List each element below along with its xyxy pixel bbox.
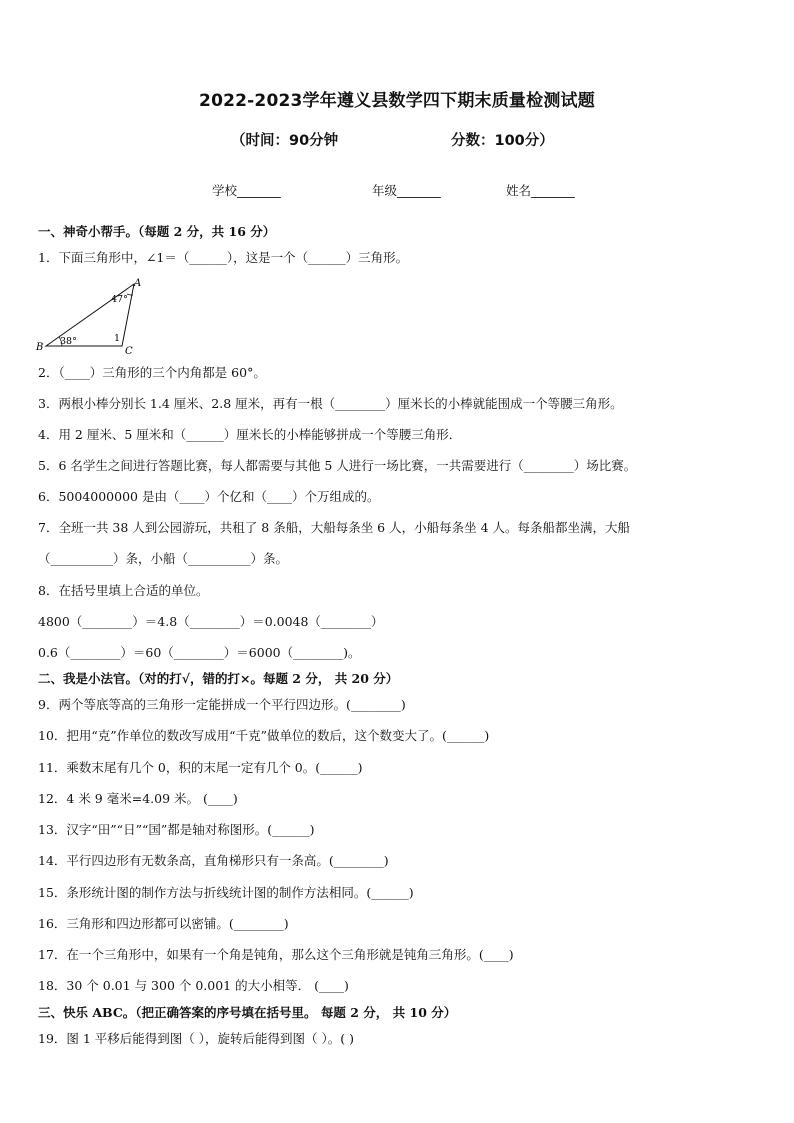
question-8-row-1: 4800（________）＝4.8（________）＝0.0048（________）: [38, 614, 384, 629]
section-1-heading: 一、神奇小帮手。（每题 2 分，共 16 分）: [38, 224, 276, 239]
question-19: 19．图 1 平移后能得到图（ ），旋转后能得到图（ ）。( ): [38, 1031, 354, 1046]
question-12: 12．4 米 9 毫米=4.09 米。 (____): [38, 791, 238, 806]
question-2: 2．（____）三角形的三个内角都是 60°。: [38, 365, 266, 380]
section-2-heading: 二、我是小法官。（对的打√，错的打×。每题 2 分， 共 20 分）: [38, 671, 399, 686]
question-3: 3．两根小棒分别长 1.4 厘米、2.8 厘米，再有一根（________）厘米长的小棒就能围成一个等腰三角形。: [38, 396, 623, 411]
question-8-row-2: 0.6（________）＝60（________）＝6000（________)。: [38, 645, 361, 660]
question-5: 5．6 名学生之间进行答题比赛，每人都需要与其他 5 人进行一场比赛，一共需要进行（________）场比赛。: [38, 458, 637, 473]
question-7-line-2: （__________）条，小船（__________）条。: [38, 551, 289, 566]
question-14: 14．平行四边形有无数条高，直角梯形只有一条高。(________): [38, 853, 389, 868]
question-16: 16．三角形和四边形都可以密铺。(________): [38, 916, 289, 931]
name-field: 姓名_______: [506, 183, 575, 198]
page-title: 2022-2023学年遵义县数学四下期末质量检测试题: [199, 91, 595, 111]
question-4: 4．用 2 厘米、5 厘米和（______）厘米长的小棒能够拼成一个等腰三角形．: [38, 427, 462, 442]
vertex-b-label: B: [36, 342, 44, 353]
question-11: 11．乘数末尾有几个 0，积的末尾一定有几个 0。(______): [38, 760, 363, 775]
question-1: 1．下面三角形中，∠1＝（______），这是一个（______）三角形。: [38, 250, 409, 265]
time-label: （时间：90分钟: [231, 133, 339, 149]
angle-a-label: 47°: [111, 294, 128, 305]
question-7-line-1: 7．全班一共 38 人到公园游玩，共租了 8 条船，大船每条坐 6 人，小船每条坐 4 人。每条船都坐满，大船: [38, 520, 631, 535]
angle-1-label: 1: [114, 333, 121, 344]
question-6: 6．5004000000 是由（____）个亿和（____）个万组成的。: [38, 489, 380, 504]
angle-b-label: 38°: [60, 336, 77, 347]
question-8: 8．在括号里填上合适的单位。: [38, 583, 209, 598]
grade-field: 年级_______: [372, 183, 441, 198]
question-18: 18．30 个 0.01 与 300 个 0.001 的大小相等． (____): [38, 978, 349, 993]
school-field: 学校_______: [212, 183, 281, 198]
question-10: 10．把用“克”作单位的数改写成用“千克”做单位的数后，这个数变大了。(______): [38, 728, 490, 743]
question-9: 9．两个等底等高的三角形一定能拼成一个平行四边形。(________): [38, 697, 406, 712]
question-15: 15．条形统计图的制作方法与折线统计图的制作方法相同。(______): [38, 885, 414, 900]
question-13: 13．汉字“田”“日”“国”都是轴对称图形。(______): [38, 822, 315, 837]
vertex-a-label: A: [134, 278, 142, 289]
vertex-c-label: C: [125, 346, 133, 356]
question-17: 17．在一个三角形中，如果有一个角是钝角，那么这个三角形就是钝角三角形。(____): [38, 947, 514, 962]
section-3-heading: 三、快乐 ABC。（把正确答案的序号填在括号里。 每题 2 分， 共 10 分）: [38, 1005, 457, 1020]
triangle-figure: [34, 274, 144, 356]
score-label: 分数：100分）: [451, 133, 554, 149]
